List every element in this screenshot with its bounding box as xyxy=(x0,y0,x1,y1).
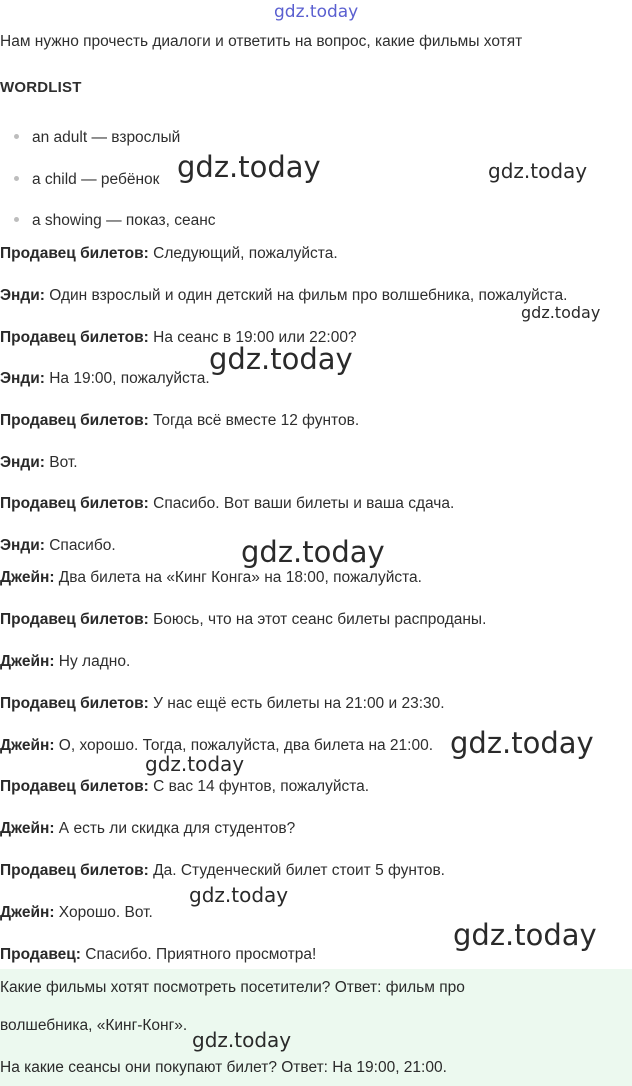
speaker: Продавец билетов: xyxy=(0,412,149,429)
dialogue-line xyxy=(0,904,153,922)
dialogue-line xyxy=(0,412,359,430)
speaker: Джейн: xyxy=(0,653,55,670)
watermark: gdz.today xyxy=(488,159,588,183)
bullet-icon xyxy=(14,134,19,139)
speaker: Энди: xyxy=(0,370,45,387)
watermark: gdz.today xyxy=(189,883,289,907)
wordlist-heading: WORDLIST xyxy=(0,79,82,96)
dialogue-line xyxy=(0,569,422,587)
watermark: gdz.today xyxy=(450,726,594,760)
line-text: О, хорошо. Тогда, пожалуйста, два билета на 21:00. xyxy=(54,737,434,754)
watermark: gdz.today xyxy=(241,535,385,569)
intro-text: Нам нужно прочесть диалоги и ответить на вопрос, какие фильмы хотят xyxy=(0,33,523,50)
line-text: Следующий, пожалуйста. xyxy=(148,245,338,262)
dialogue-line xyxy=(0,820,295,838)
line-text: Ну ладно. xyxy=(54,653,131,670)
bullet-icon xyxy=(14,217,19,222)
dialogue-line xyxy=(0,946,316,964)
speaker: Продавец билетов: xyxy=(0,778,149,795)
wordlist-item-text: a showing — показ, сеанс xyxy=(32,212,216,229)
speaker: Продавец билетов: xyxy=(0,245,149,262)
wordlist-item xyxy=(14,129,180,147)
line-text: Спасибо. xyxy=(44,537,116,554)
watermark: gdz.today xyxy=(177,150,321,184)
dialogue-line xyxy=(0,287,567,305)
wordlist-item xyxy=(14,171,159,189)
line-text: Боюсь, что на этот сеанс билеты распроданы. xyxy=(148,611,487,628)
line-text: Хорошо. Вот. xyxy=(54,904,153,921)
line-text: Один взрослый и один детский на фильм про волшебника, пожалуйста. xyxy=(44,287,568,304)
speaker: Энди: xyxy=(0,454,45,471)
line-text: Спасибо. Приятного просмотра! xyxy=(80,946,317,963)
line-text: На 19:00, пожалуйста. xyxy=(44,370,210,387)
speaker: Продавец: xyxy=(0,946,81,963)
line-text: У нас ещё есть билеты на 21:00 и 23:30. xyxy=(148,695,445,712)
watermark: gdz.today xyxy=(145,752,245,776)
dialogue-line xyxy=(0,611,486,629)
line-text: Спасибо. Вот ваши билеты и ваша сдача. xyxy=(148,495,455,512)
watermark: gdz.today xyxy=(209,342,353,376)
speaker: Продавец билетов: xyxy=(0,495,149,512)
line-text: Вот. xyxy=(44,454,78,471)
line-text: А есть ли скидка для студентов? xyxy=(54,820,296,837)
wordlist-item-text: an adult — взрослый xyxy=(32,129,181,146)
speaker: Энди: xyxy=(0,287,45,304)
watermark: gdz.today xyxy=(521,303,601,322)
line-text: Да. Студенческий билет стоит 5 фунтов. xyxy=(148,862,445,879)
speaker: Энди: xyxy=(0,537,45,554)
wordlist-item-text: a child — ребёнок xyxy=(32,171,160,188)
dialogue-line xyxy=(0,495,454,513)
answer-line: На какие сеансы они покупают билет? Ответ: На 19:00, 21:00. xyxy=(0,1059,447,1076)
line-text: Тогда всё вместе 12 фунтов. xyxy=(148,412,360,429)
watermark: gdz.today xyxy=(192,1028,292,1052)
dialogue-line xyxy=(0,862,445,880)
dialogue-line xyxy=(0,653,130,671)
watermark-top: gdz.today xyxy=(274,2,359,22)
dialogue-line xyxy=(0,245,338,263)
line-text: Два билета на «Кинг Конга» на 18:00, пожалуйста. xyxy=(54,569,422,586)
speaker: Джейн: xyxy=(0,820,55,837)
speaker: Джейн: xyxy=(0,569,55,586)
speaker: Продавец билетов: xyxy=(0,695,149,712)
speaker: Джейн: xyxy=(0,904,55,921)
dialogue-line xyxy=(0,778,369,796)
speaker: Продавец билетов: xyxy=(0,611,149,628)
dialogue-line xyxy=(0,454,78,472)
speaker: Джейн: xyxy=(0,737,55,754)
dialogue-line xyxy=(0,370,210,388)
answer-line: Какие фильмы хотят посмотреть посетители? Ответ: фильм про xyxy=(0,979,465,996)
wordlist-item xyxy=(14,212,216,230)
watermark: gdz.today xyxy=(453,918,597,952)
bullet-icon xyxy=(14,176,19,181)
dialogue-line xyxy=(0,695,445,713)
line-text: С вас 14 фунтов, пожалуйста. xyxy=(148,778,370,795)
line-text: На сеанс в 19:00 или 22:00? xyxy=(148,329,357,346)
speaker: Продавец билетов: xyxy=(0,862,149,879)
speaker: Продавец билетов: xyxy=(0,329,149,346)
answer-line: волшебника, «Кинг-Конг». xyxy=(0,1017,188,1034)
dialogue-line xyxy=(0,537,116,555)
